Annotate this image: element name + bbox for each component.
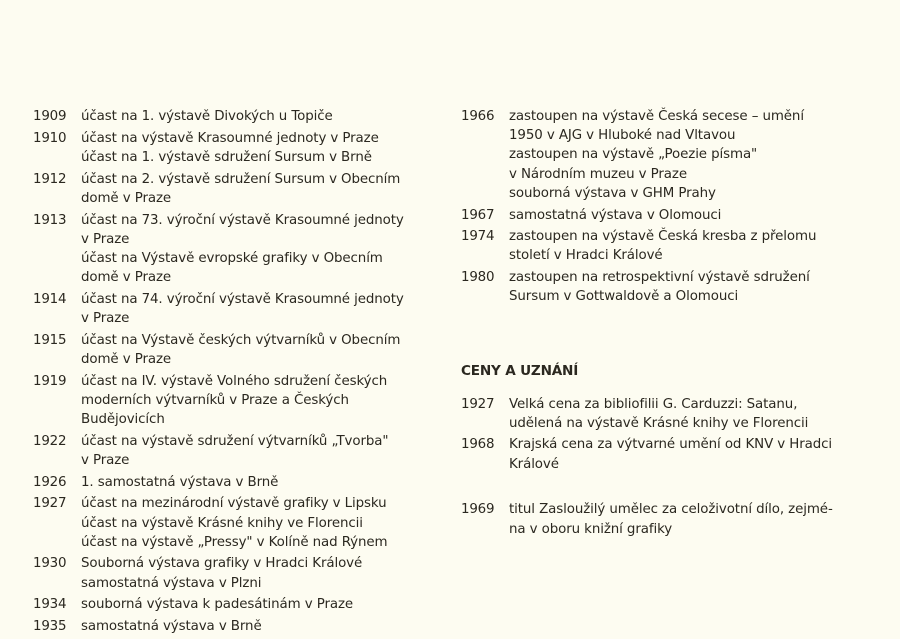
entry-year: 1934 [33, 597, 67, 613]
timeline-entry [461, 206, 881, 225]
entry-line: na v oboru knižní grafiky [509, 521, 673, 537]
entry-line: účast na výstavě Krasoumné jednoty v Praze [81, 130, 379, 146]
timeline-entry [461, 107, 881, 203]
entry-year: 1927 [461, 396, 495, 412]
entry-text [81, 554, 453, 592]
entry-year: 1926 [33, 474, 67, 490]
entry-line: Souborná výstava grafiky v Hradci Králové [81, 556, 363, 572]
entry-year: 1922 [33, 433, 67, 449]
entry-line: v Praze [81, 452, 130, 468]
entry-line: titul Zasloužilý umělec za celoživotní dílo, zejmé- [509, 502, 833, 518]
timeline-entry [33, 290, 453, 328]
entry-line: 1950 v AJG v Hluboké nad Vltavou [509, 128, 736, 144]
entry-year: 1966 [461, 109, 495, 124]
entry-line: zastoupen na výstavě „Poezie písma" [509, 147, 758, 163]
entry-text [81, 595, 453, 614]
entry-line: samostatná výstava v Plzni [81, 575, 262, 591]
timeline-entry [33, 211, 453, 288]
entry-year: 1910 [33, 130, 67, 146]
entry-line: účast na výstavě sdružení výtvarníků „Tvorba" [81, 433, 389, 449]
entry-line: Krajská cena za výtvarné umění od KNV v Hradci [509, 437, 833, 453]
entry-year: 1927 [33, 496, 67, 512]
entry-text [81, 129, 453, 167]
entry-line: samostatná výstava v Olomouci [509, 207, 722, 223]
entry-line: souborná výstava k padesátinám v Praze [81, 597, 354, 613]
entry-text [81, 432, 453, 470]
entry-text [81, 331, 453, 369]
entry-year: 1935 [33, 619, 67, 635]
timeline-entry [461, 435, 881, 473]
timeline-entry [461, 500, 881, 538]
entry-line: zastoupen na výstavě Česká kresba z přelomu [509, 229, 817, 245]
awards-heading: CENY A UZNÁNÍ [461, 362, 579, 379]
entry-line: účast na 74. výroční výstavě Krasoumné jednoty [81, 291, 404, 307]
entry-text [81, 170, 453, 208]
timeline-entry [461, 395, 881, 433]
entry-year: 1968 [461, 437, 495, 453]
entry-text [509, 227, 881, 265]
entry-line: zastoupen na retrospektivní výstavě sdružení [509, 270, 810, 286]
timeline-entry [33, 473, 453, 492]
entry-line: samostatná výstava v Brně [81, 619, 262, 635]
entry-year: 1912 [33, 171, 67, 187]
bleed-through-text [45, 5, 49, 22]
entry-year: 1967 [461, 207, 495, 223]
entry-year: 1914 [33, 291, 67, 307]
entry-line: účast na IV. výstavě Volného sdružení českých [81, 373, 388, 389]
entry-line: udělená na výstavě Krásné knihy ve Florencii [509, 415, 809, 431]
entry-line: účast na 1. výstavě Divokých u Topiče [81, 109, 333, 124]
entry-text [81, 211, 453, 288]
entry-year: 1930 [33, 556, 67, 572]
entry-text [81, 372, 453, 430]
timeline-entry [33, 107, 453, 126]
entry-text [81, 290, 453, 328]
entry-year: 1915 [33, 332, 67, 348]
entry-line: účast na Výstavě českých výtvarníků v Obecním [81, 332, 401, 348]
awards-list [461, 395, 881, 539]
entry-line: v Národním muzeu v Praze [509, 166, 687, 182]
timeline-entry [33, 432, 453, 470]
entry-text [509, 206, 881, 225]
spacer [461, 476, 881, 500]
timeline-entry [33, 129, 453, 167]
entry-line: účast na výstavě Krásné knihy ve Florencii [81, 515, 363, 531]
entry-line: moderních výtvarníků v Praze a Českých [81, 392, 349, 408]
entry-text [509, 435, 881, 473]
entry-year: 1919 [33, 373, 67, 389]
entry-text [81, 473, 453, 492]
timeline-entry [33, 595, 453, 614]
entry-line: Sursum v Gottwaldově a Olomouci [509, 289, 739, 305]
entry-line: Budějovicích [81, 412, 165, 428]
timeline-entry [33, 372, 453, 430]
timeline-entry [33, 554, 453, 592]
entry-text [81, 107, 453, 126]
entry-line: Velká cena za bibliofilii G. Carduzzi: Satanu, [509, 396, 798, 412]
entry-text [509, 268, 881, 306]
entry-line: účast na 2. výstavě sdružení Sursum v Obecním [81, 171, 401, 187]
entry-line: v Praze [81, 311, 130, 327]
entry-line: domě v Praze [81, 351, 172, 367]
timeline-entry [33, 170, 453, 208]
entry-line: účast na výstavě „Pressy" v Kolíně nad Rýnem [81, 534, 388, 550]
entry-line: století v Hradci Králové [509, 248, 663, 264]
entry-year: 1913 [33, 212, 67, 228]
entry-line: zastoupen na výstavě Česká secese – umění [509, 109, 804, 124]
entry-year: 1980 [461, 270, 495, 286]
timeline-entry [461, 268, 881, 306]
entry-line: účast na 73. výroční výstavě Krasoumné jednoty [81, 212, 404, 228]
entry-year: 1974 [461, 229, 495, 245]
entry-line: účast na mezinárodní výstavě grafiky v Lipsku [81, 496, 387, 512]
entry-line: účast na 1. výstavě sdružení Sursum v Brně [81, 149, 372, 165]
entry-line: v Praze [81, 231, 130, 247]
entry-line: Králové [509, 456, 559, 472]
timeline-entry [33, 494, 453, 552]
entry-line: souborná výstava v GHM Prahy [509, 185, 716, 201]
timeline-entry [33, 331, 453, 369]
entry-text [509, 395, 881, 433]
exhibitions-column-left [33, 107, 453, 639]
exhibitions-column-right [461, 107, 881, 541]
entry-text [509, 107, 881, 203]
entry-text [509, 500, 881, 538]
entry-text [81, 494, 453, 552]
entry-line: domě v Praze [81, 190, 172, 206]
entry-text [81, 617, 453, 636]
entry-year: 1909 [33, 109, 67, 124]
entry-year: 1969 [461, 502, 495, 518]
entry-line: účast na Výstavě evropské grafiky v Obecním [81, 250, 383, 266]
entry-line: 1. samostatná výstava v Brně [81, 474, 279, 490]
entry-line: domě v Praze [81, 270, 172, 286]
timeline-entry [461, 227, 881, 265]
timeline-entry [33, 617, 453, 636]
